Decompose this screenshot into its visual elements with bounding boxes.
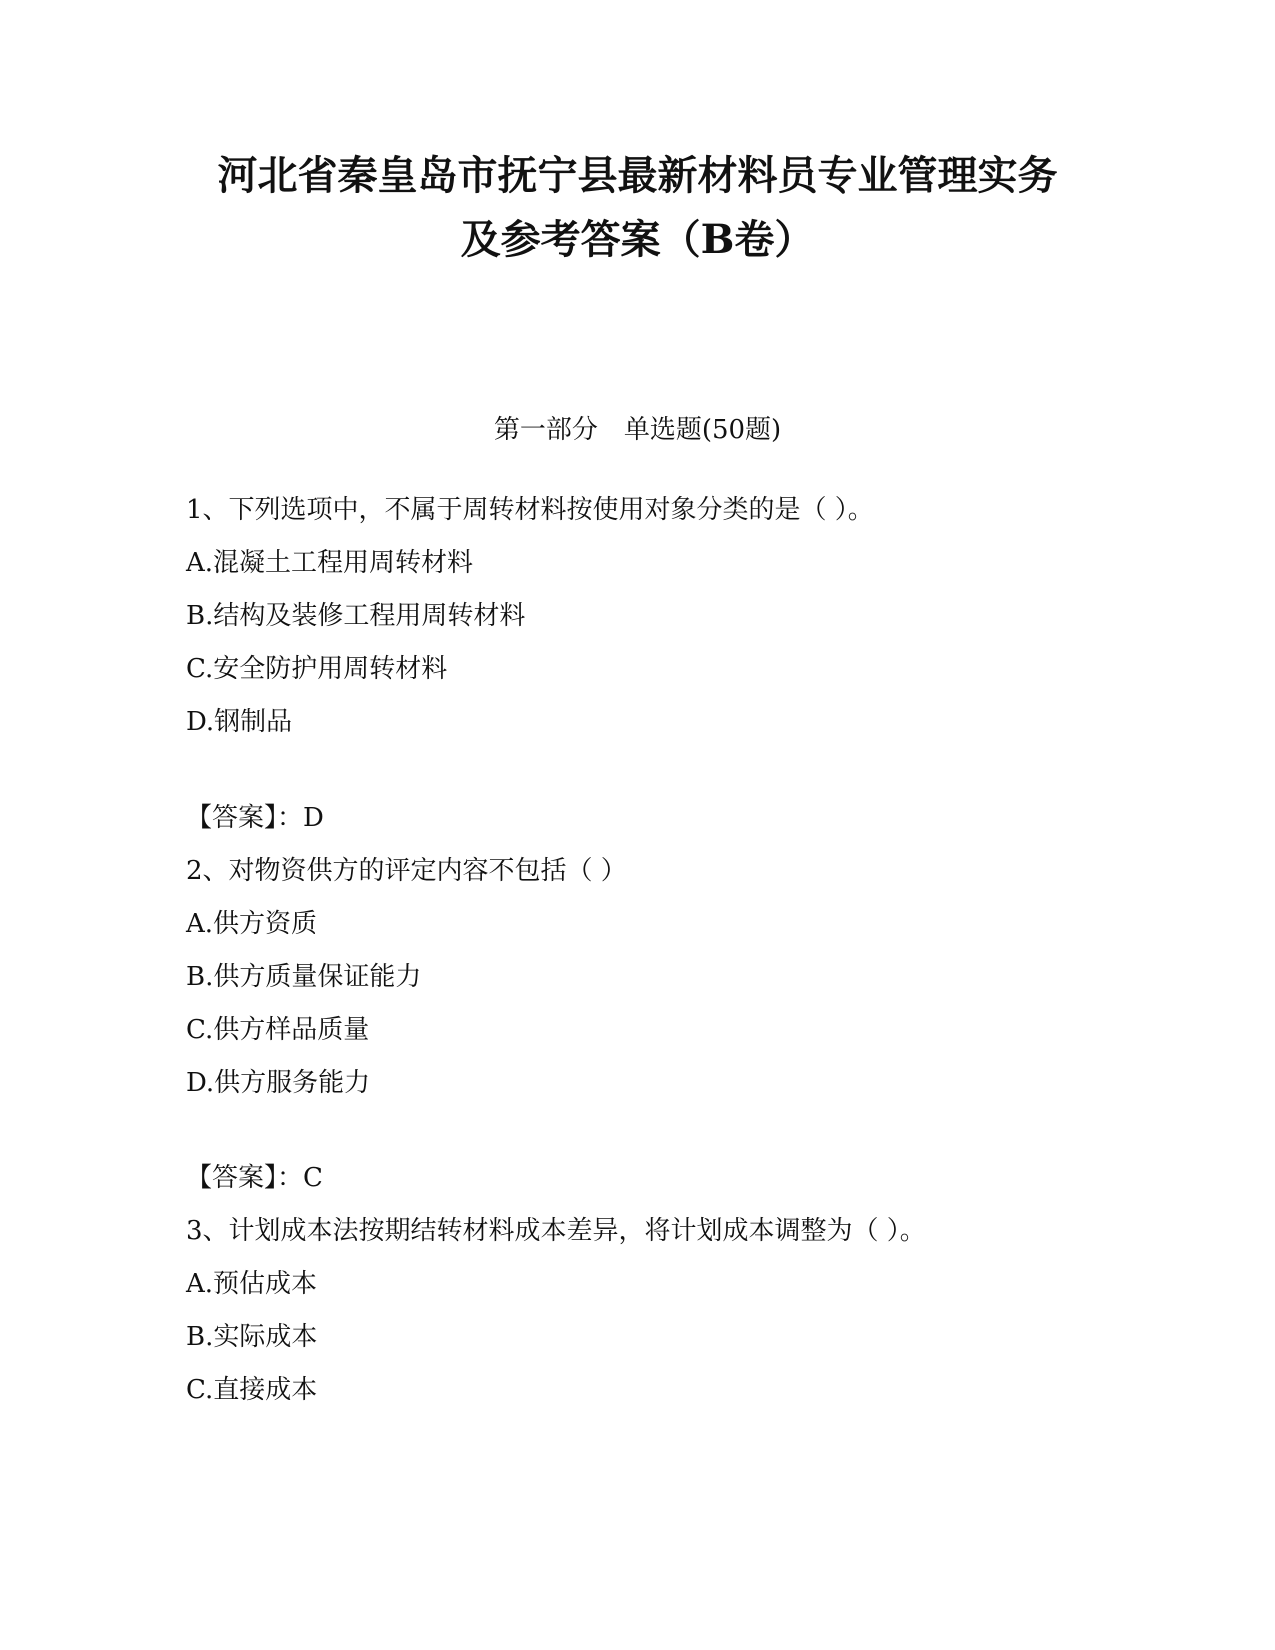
question-2-option-d: D.供方服务能力	[186, 1068, 371, 1098]
question-3-option-c: C.直接成本	[186, 1375, 318, 1405]
document-title-line-1: 河北省秦皇岛市抚宁县最新材料员专业管理实务	[217, 152, 1058, 199]
section-heading: 第一部分 单选题(50题)	[493, 415, 782, 445]
question-1-answer: 【答案】：D	[186, 803, 324, 833]
question-2-option-a: A.供方资质	[186, 909, 318, 939]
question-2-answer: 【答案】：C	[186, 1163, 323, 1193]
document-title-line-2: 及参考答案（B卷）	[460, 216, 815, 263]
question-2-option-c: C.供方样品质量	[186, 1015, 370, 1045]
question-2-stem: 2、对物资供方的评定内容不包括（ ）	[186, 856, 627, 886]
question-1-option-a: A.混凝土工程用周转材料	[186, 548, 474, 578]
question-1-option-b: B.结构及装修工程用周转材料	[186, 601, 526, 631]
question-3-option-a: A.预估成本	[186, 1269, 318, 1299]
question-2-option-b: B.供方质量保证能力	[186, 962, 422, 992]
question-3-option-b: B.实际成本	[186, 1322, 318, 1352]
question-1-option-d: D.钢制品	[186, 707, 293, 737]
question-3-stem: 3、计划成本法按期结转材料成本差异，将计划成本调整为（ ）。	[186, 1216, 926, 1246]
question-1-option-c: C.安全防护用周转材料	[186, 654, 448, 684]
question-1-stem: 1、下列选项中，不属于周转材料按使用对象分类的是（ ）。	[186, 495, 874, 525]
